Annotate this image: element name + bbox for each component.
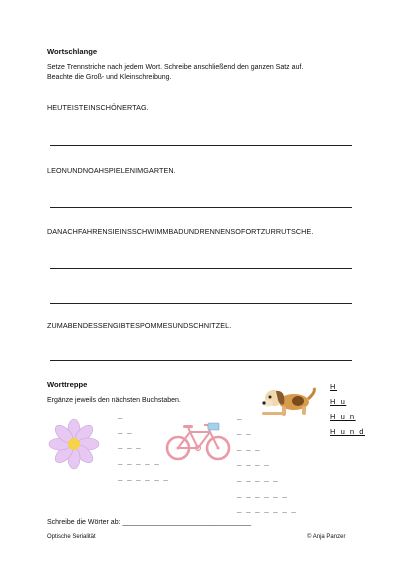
stair-right-5[interactable]: _ _ _ _ _ <box>237 474 279 483</box>
instruction-line-2: Beachte die Groß- und Kleinschreibung. <box>47 74 172 81</box>
dog-icon <box>260 382 318 418</box>
answer-line-2[interactable] <box>50 207 352 208</box>
hund-step-2: H u <box>330 397 347 406</box>
sentence-2: LEONUNDNOAHSPIELENIMGARTEN. <box>47 166 176 175</box>
section-title-worttreppe: Worttreppe <box>47 380 88 389</box>
footer-right: © Anja Panzer <box>307 534 346 540</box>
section-title-wortschlange: Wortschlange <box>47 47 98 56</box>
stair-left-4[interactable]: _ _ _ _ _ <box>118 457 160 466</box>
stair-right-6[interactable]: _ _ _ _ _ _ <box>237 490 289 499</box>
worttreppe-instruction: Ergänze jeweils den nächsten Buchstaben. <box>47 397 181 404</box>
stair-left-2[interactable]: _ _ <box>118 426 133 435</box>
stair-left-1[interactable]: _ <box>118 411 124 420</box>
hund-step-1: H <box>330 382 337 391</box>
instruction-line-1: Setze Trennstriche nach jedem Wort. Schreibe anschließend den ganzen Satz auf. <box>47 64 304 71</box>
sentence-1: HEUTEISTEINSCHÖNERTAG. <box>47 103 149 112</box>
hund-step-4: H u n d <box>330 427 365 436</box>
stair-right-1[interactable]: _ <box>237 412 243 421</box>
write-words-row <box>47 518 251 528</box>
stair-right-3[interactable]: _ _ _ <box>237 443 261 452</box>
answer-line-3b[interactable] <box>50 303 352 304</box>
bicycle-icon <box>164 420 232 462</box>
write-words-line[interactable]: _________________________________ <box>122 519 251 526</box>
answer-line-1[interactable] <box>50 145 352 146</box>
stair-right-4[interactable]: _ _ _ _ <box>237 458 270 467</box>
hund-step-3: H u n <box>330 412 356 421</box>
answer-line-4[interactable] <box>50 360 352 361</box>
answer-line-3a[interactable] <box>50 268 352 269</box>
sentence-4: ZUMABENDESSENGIBTESPOMMESUNDSCHNITZEL. <box>47 321 232 330</box>
footer-left: Optische Serialität <box>47 534 96 540</box>
stair-right-7[interactable]: _ _ _ _ _ _ _ <box>237 505 298 514</box>
sentence-3: DANACHFAHRENSIEINSSCHWIMMBADUNDRENNENSOFORTZURRUTSCHE. <box>47 227 314 236</box>
write-words-label: Schreibe die Wörter ab: <box>47 519 121 526</box>
flower-icon <box>48 418 100 470</box>
stair-right-2[interactable]: _ _ <box>237 427 252 436</box>
stair-left-5[interactable]: _ _ _ _ _ _ <box>118 473 170 482</box>
stair-left-3[interactable]: _ _ _ <box>118 441 142 450</box>
